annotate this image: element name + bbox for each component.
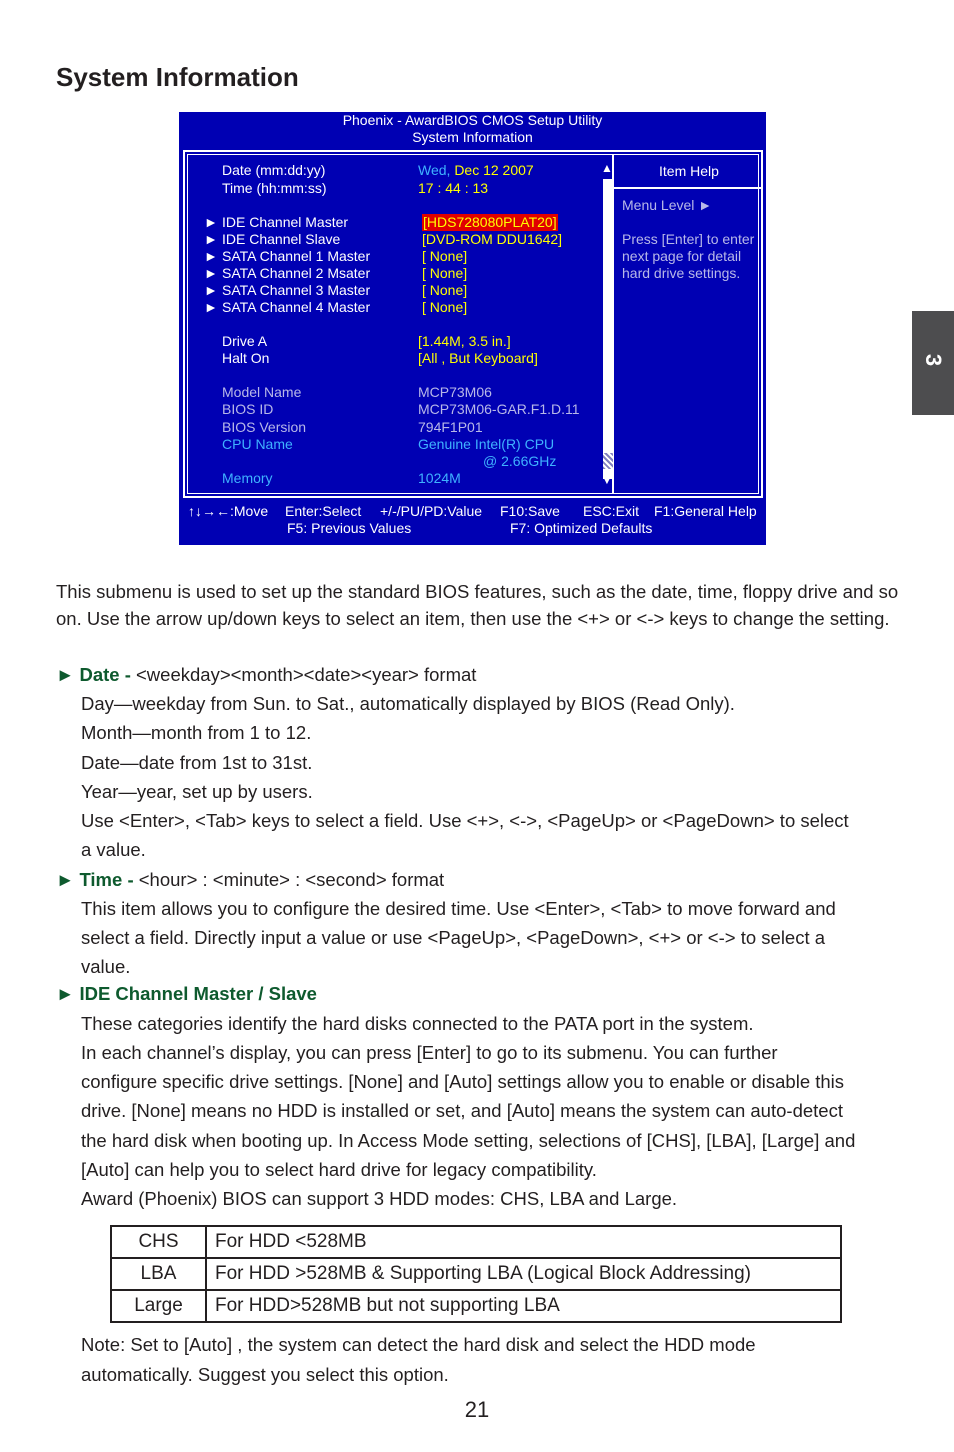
bios-main-frame	[183, 150, 763, 498]
ide-line: These categories identify the hard disks connected to the PATA port in the system.	[81, 1013, 754, 1034]
help-divider	[614, 187, 762, 189]
note-line: automatically. Suggest you select this option.	[81, 1364, 449, 1385]
item-value[interactable]	[418, 162, 534, 179]
item-value: 1024M	[418, 470, 461, 486]
date-format: <weekday><month><date><year> format	[130, 664, 477, 685]
item-value[interactable]: [ None]	[422, 282, 468, 298]
ide-line: In each channel’s display, you can press [Enter] to go to its submenu. You can further	[81, 1042, 778, 1063]
bios-item-ide-master[interactable]	[188, 214, 608, 231]
ide-heading-label: IDE Channel Master / Slave	[79, 983, 317, 1004]
item-label: Model Name	[222, 384, 302, 400]
item-label: SATA Channel 3 Master	[222, 282, 371, 298]
key-select: Enter:Select	[285, 503, 362, 519]
bios-info-model	[188, 384, 608, 401]
mode-cell: LBA	[111, 1258, 206, 1290]
item-label: Memory	[222, 470, 273, 486]
item-value[interactable]: [DVD-ROM DDU1642]	[422, 231, 563, 247]
item-value-line2: @ 2.66GHz	[483, 453, 557, 469]
bios-item-drive-a[interactable]	[188, 333, 608, 350]
bios-header-subtitle: System Information	[412, 129, 533, 145]
submenu-arrow-icon: ►	[204, 231, 218, 247]
weekday-value: Wed,	[418, 162, 455, 178]
ide-line: Award (Phoenix) BIOS can support 3 HDD modes: CHS, LBA and Large.	[81, 1188, 678, 1209]
date-line: Month—month from 1 to 12.	[81, 722, 312, 743]
item-label: IDE Channel Slave	[222, 231, 341, 247]
item-label: CPU Name	[222, 436, 293, 452]
ide-heading	[56, 979, 317, 1008]
scrollbar-track[interactable]	[603, 179, 613, 479]
ide-line: the hard disk when booting up. In Access Mode setting, selections of [CHS], [LBA], [Large] and	[81, 1130, 856, 1151]
item-value[interactable]: [All , But Keyboard]	[418, 350, 538, 366]
item-label: Date (mm:dd:yy)	[222, 162, 326, 178]
description-cell: For HDD>528MB but not supporting LBA	[206, 1290, 841, 1322]
bios-item-halt-on[interactable]	[188, 350, 608, 367]
item-label: SATA Channel 4 Master	[222, 299, 371, 315]
submenu-arrow-icon: ►	[204, 265, 218, 281]
item-value: MCP73M06-GAR.F1.D.11	[418, 401, 580, 417]
item-label: Drive A	[222, 333, 268, 349]
item-label: BIOS ID	[222, 401, 274, 417]
bullet-arrow-icon: ►	[56, 983, 75, 1004]
time-heading-label: Time -	[79, 869, 134, 890]
chapter-number: 3	[921, 353, 946, 367]
item-help-title: Item Help	[659, 163, 719, 179]
key-previous-values: F5: Previous Values	[287, 520, 412, 536]
bios-info-memory	[188, 470, 608, 487]
submenu-arrow-icon: ►	[204, 214, 218, 230]
date-line: Year—year, set up by users.	[81, 781, 313, 802]
item-value: MCP73M06	[418, 384, 492, 400]
submenu-arrow-icon: ►	[204, 299, 218, 315]
item-value: 794F1P01	[418, 419, 483, 435]
item-label: Halt On	[222, 350, 270, 366]
note-line: Note: Set to [Auto] , the system can detect the hard disk and select the HDD mode	[81, 1334, 756, 1355]
key-save: F10:Save	[500, 503, 560, 519]
item-label: IDE Channel Master	[222, 214, 349, 230]
bios-item-sata1[interactable]	[188, 248, 608, 265]
page-number: 21	[464, 1397, 490, 1422]
bios-item-date[interactable]	[188, 162, 608, 179]
date-line: Day—weekday from Sun. to Sat., automatically displayed by BIOS (Read Only).	[81, 693, 735, 714]
bios-footer	[179, 501, 766, 545]
bios-info-cpu-speed	[188, 453, 608, 470]
time-line: This item allows you to configure the desired time. Use <Enter>, <Tab> to move forward and	[81, 898, 836, 919]
hdd-mode-table	[110, 1225, 842, 1323]
menu-level: Menu Level ►	[622, 197, 713, 213]
description-cell: For HDD <528MB	[206, 1226, 841, 1258]
item-value[interactable]: [1.44M, 3.5 in.]	[418, 333, 511, 349]
date-heading-label: Date -	[79, 664, 131, 685]
bios-screen	[179, 112, 766, 545]
bios-item-sata4[interactable]	[188, 299, 608, 316]
item-value[interactable]: [HDS728080PLAT20]	[423, 214, 557, 230]
scrollbar-thumb[interactable]	[603, 453, 613, 469]
ide-line: drive. [None] means no HDD is installed or set, and [Auto] means the system can auto-detect	[81, 1100, 843, 1121]
key-value: +/-/PU/PD:Value	[380, 503, 483, 519]
item-label: Time (hh:mm:ss)	[222, 180, 327, 196]
item-label: SATA Channel 1 Master	[222, 248, 371, 264]
bullet-arrow-icon: ►	[56, 869, 75, 890]
mode-cell: Large	[111, 1290, 206, 1322]
help-text-line-3: hard drive settings.	[622, 265, 741, 281]
table-row	[111, 1258, 841, 1290]
date-heading	[56, 660, 476, 689]
time-line: select a field. Directly input a value or use <PageUp>, <PageDown>, <+> or <-> to select a	[81, 927, 826, 948]
bios-item-sata2[interactable]	[188, 265, 608, 282]
item-value[interactable]: [ None]	[422, 265, 468, 281]
bios-info-bios-id	[188, 401, 608, 418]
submenu-arrow-icon: ►	[204, 248, 218, 264]
chapter-tab	[912, 311, 954, 415]
ide-line: configure specific drive settings. [None] and [Auto] settings allow you to enable or disable this	[81, 1071, 845, 1092]
date-line: Use <Enter>, <Tab> keys to select a field. Use <+>, <->, <PageUp> or <PageDown> to select	[81, 810, 849, 831]
bios-info-cpu-name	[188, 436, 608, 453]
bios-item-ide-slave[interactable]	[188, 231, 608, 248]
time-value[interactable]: 17 : 44 : 13	[418, 180, 489, 196]
key-optimized-defaults: F7: Optimized Defaults	[510, 520, 653, 536]
bios-item-sata3[interactable]	[188, 282, 608, 299]
date-value: Dec 12 2007	[454, 162, 534, 178]
help-text-line-2: next page for detail	[622, 248, 742, 264]
scroll-up-arrow-icon[interactable]: ▲	[601, 161, 613, 175]
item-label: SATA Channel 2 Msater	[222, 265, 371, 281]
bios-header-title: Phoenix - AwardBIOS CMOS Setup Utility	[342, 112, 603, 128]
time-format: <hour> : <minute> : <second> format	[133, 869, 445, 890]
time-heading	[56, 865, 444, 894]
intro-paragraph: This submenu is used to set up the standard BIOS features, such as the date, time, floppy drive and so on. Use the arrow up/down keys to select an item, then use the <+> or <-> keys to change the setting.	[56, 581, 899, 629]
scroll-down-arrow-icon[interactable]: ▼	[601, 473, 613, 487]
item-value: Genuine Intel(R) CPU	[418, 436, 555, 452]
description-cell: For HDD >528MB & Supporting LBA (Logical Block Addressing)	[206, 1258, 841, 1290]
table-row	[111, 1226, 841, 1258]
key-move: ↑↓→←:Move	[188, 503, 269, 519]
item-value[interactable]: [ None]	[422, 248, 468, 264]
key-exit: ESC:Exit	[583, 503, 640, 519]
bios-inner-frame	[187, 154, 759, 494]
date-line: Date—date from 1st to 31st.	[81, 752, 313, 773]
bullet-arrow-icon: ►	[56, 664, 75, 685]
date-line: a value.	[81, 839, 146, 860]
bios-info-bios-version	[188, 419, 608, 436]
table-row	[111, 1290, 841, 1322]
item-value[interactable]: [ None]	[422, 299, 468, 315]
page-title: System Information	[56, 62, 299, 92]
time-line: value.	[81, 956, 131, 977]
help-text-line-1: Press [Enter] to enter	[622, 231, 755, 247]
key-help: F1:General Help	[654, 503, 757, 519]
mode-cell: CHS	[111, 1226, 206, 1258]
item-label: BIOS Version	[222, 419, 307, 435]
bios-item-time[interactable]	[188, 180, 608, 197]
ide-line: [Auto] can help you to select hard drive for legacy compatibility.	[81, 1159, 597, 1180]
submenu-arrow-icon: ►	[204, 282, 218, 298]
